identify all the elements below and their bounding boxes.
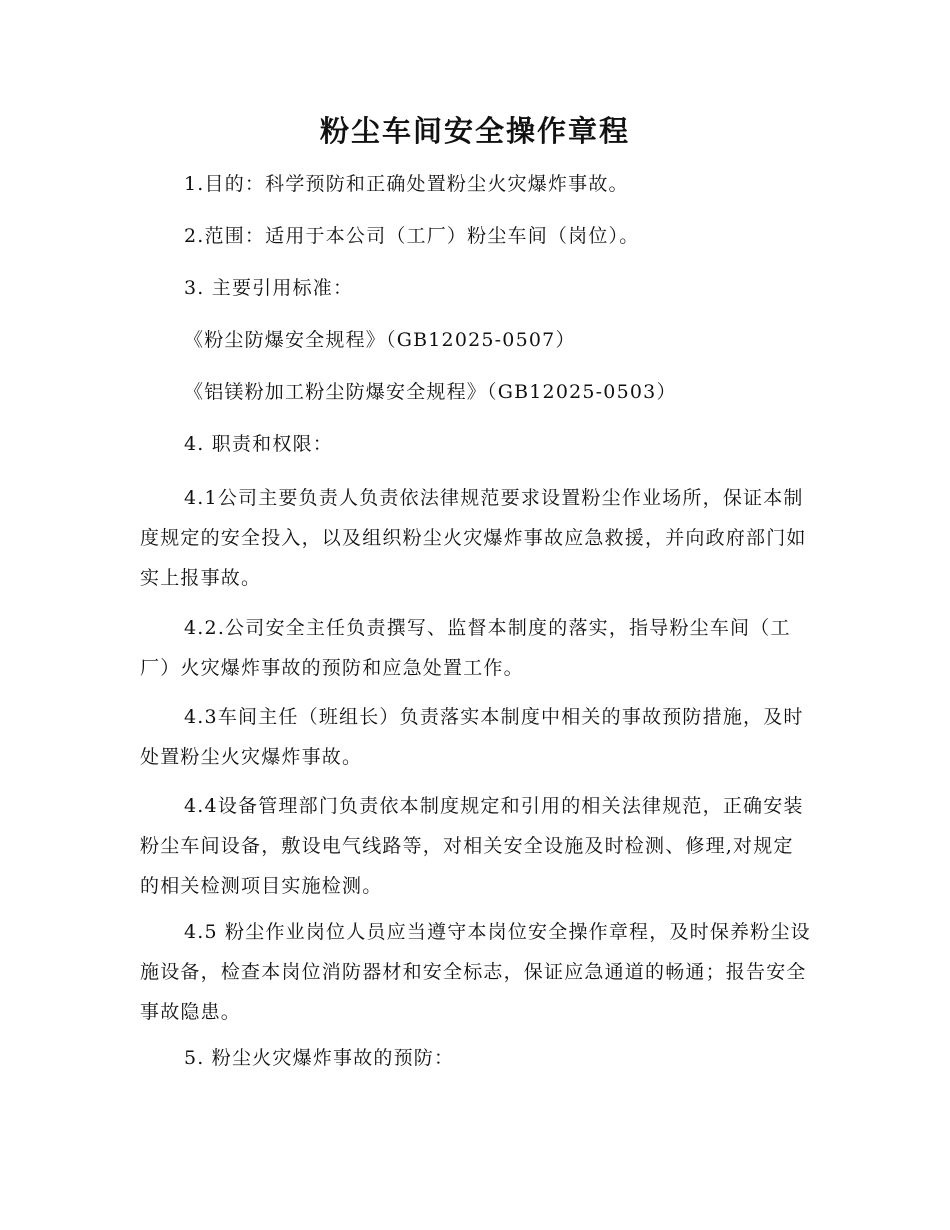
duty-paragraph-4-2: 4.2.公司安全主任负责撰写、监督本制度的落实，指导粉尘车间（工厂）火灾爆炸事故的预防和应急处置工作。 [140,617,791,679]
duty-paragraph-4-1: 4.1公司主要负责人负责依法律规范要求设置粉尘作业场所，保证本制度规定的安全投入，以及组织粉尘火灾爆炸事故应急救援，并向政府部门如实上报事故。 [140,487,807,589]
duties-heading: 4. 职责和权限： [184,433,333,455]
duty-paragraph-4-5: 4.5 粉尘作业岗位人员应当遵守本岗位安全操作章程，及时保养粉尘设施设备，检查本岗位消防器材和安全标志，保证应急通道的畅通；报告安全事故隐患。 [140,921,811,1023]
document-title: 粉尘车间安全操作章程 [319,114,630,148]
duty-paragraph-4-3: 4.3车间主任（班组长）负责落实本制度中相关的事故预防措施，及时处置粉尘火灾爆炸事故。 [140,706,804,768]
standard-item: 《粉尘防爆安全规程》（GB12025-0507） [184,329,576,351]
purpose-line: 1.目的：科学预防和正确处置粉尘火灾爆炸事故。 [184,173,629,195]
prevention-heading: 5. 粉尘火灾爆炸事故的预防： [184,1047,455,1069]
standard-item: 《铝镁粉加工粉尘防爆安全规程》（GB12025-0503） [184,381,677,403]
duty-paragraph-4-4: 4.4设备管理部门负责依本制度规定和引用的相关法律规范，正确安装粉尘车间设备，敷设电气线路等，对相关安全设施及时检测、修理,对规定的相关检测项目实施检测。 [140,795,804,897]
standards-heading: 3. 主要引用标准： [184,277,354,299]
scope-line: 2.范围：适用于本公司（工厂）粉尘车间（岗位）。 [184,225,640,247]
